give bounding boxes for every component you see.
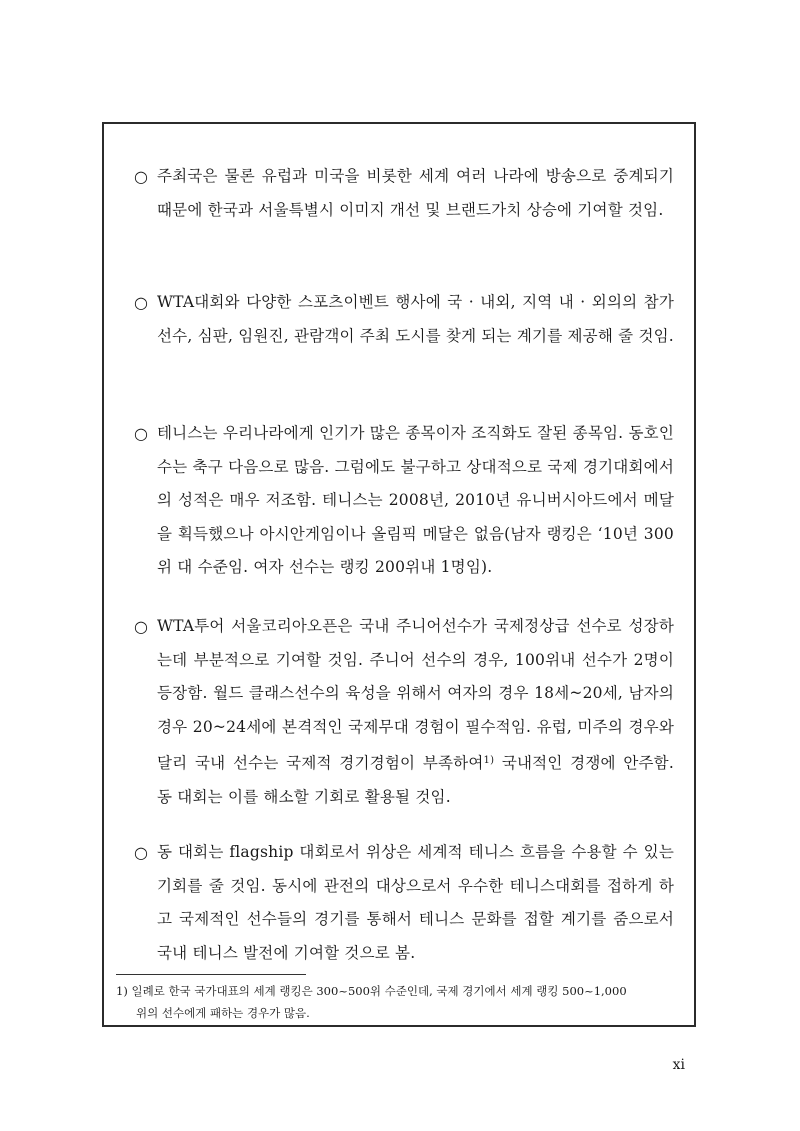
bullet-item-3	[134, 417, 674, 585]
bullet-text-after: 국내적인 경쟁에 안주함. 동 대회는 이를 해소할 기회로 활용될 것임.	[157, 754, 674, 806]
bullet-text	[157, 610, 674, 814]
bullet-item-5	[134, 836, 674, 970]
footnote-divider	[116, 974, 306, 975]
footnote	[116, 980, 684, 1024]
bullet-marker: ○	[134, 424, 148, 443]
bullet-text-before: WTA투어 서울코리아오픈은 국내 주니어선수가 국제정상급 선수로 성장하는데 부분적으로 기여할 것임. 주니어 선수의 경우, 100위내 선수가 2명이 등장함. 월드 클래스선수의 육성을 위해서 여자의 경우 18세~20세, 남자의 경우 20~24세에 본격적인 국제무대 경험이 필수적임. 유럽, 미주의 경우와 달리 국내 선수는 국제적 경기경험이 부족하여	[157, 617, 674, 772]
bullet-item-4	[134, 610, 674, 814]
bullet-marker: ○	[134, 617, 148, 636]
bullet-marker: ○	[134, 843, 148, 862]
footnote-line-2: 위의 선수에게 패하는 경우가 많음.	[136, 1006, 310, 1020]
bullet-item-2	[134, 286, 674, 353]
footnote-reference: 1)	[483, 755, 495, 766]
page-number: xi	[672, 1057, 685, 1073]
bullet-item-1	[134, 160, 674, 227]
bullet-marker: ○	[134, 167, 148, 186]
bullet-text: 테니스는 우리나라에게 인기가 많은 종목이자 조직화도 잘된 종목임. 동호인수는 축구 다음으로 많음. 그럼에도 불구하고 상대적으로 국제 경기대회에서의 성적은 매우 저조함. 테니스는 2008년, 2010년 유니버시아드에서 메달을 획득했으나 아시안게임이나 올림픽 메달은 없음(남자 랭킹은 ‘10년 300위 대 수준임. 여자 선수는 랭킹 200위내 1명임).	[157, 424, 674, 576]
bullet-marker: ○	[134, 293, 148, 312]
content-box	[102, 122, 696, 1027]
footnote-line-1: 1) 일례로 한국 국가대표의 세계 랭킹은 300~500위 수준인데, 국제 경기에서 세계 랭킹 500~1,000	[116, 984, 627, 998]
bullet-text: 동 대회는 flagship 대회로서 위상은 세계적 테니스 흐름을 수용할 수 있는 기회를 줄 것임. 동시에 관전의 대상으로서 우수한 테니스대회를 접하게 하고 국제적인 선수들의 경기를 통해서 테니스 문화를 접할 계기를 줌으로서 국내 테니스 발전에 기여할 것으로 봄.	[157, 843, 674, 962]
bullet-text: 주최국은 물론 유럽과 미국을 비롯한 세계 여러 나라에 방송으로 중계되기 때문에 한국과 서울특별시 이미지 개선 및 브랜드가치 상승에 기여할 것임.	[157, 167, 674, 219]
bullet-text: WTA대회와 다양한 스포츠이벤트 행사에 국 · 내외, 지역 내 · 외의의 참가 선수, 심판, 임원진, 관람객이 주최 도시를 찾게 되는 계기를 제공해 줄 것임.	[157, 293, 674, 345]
